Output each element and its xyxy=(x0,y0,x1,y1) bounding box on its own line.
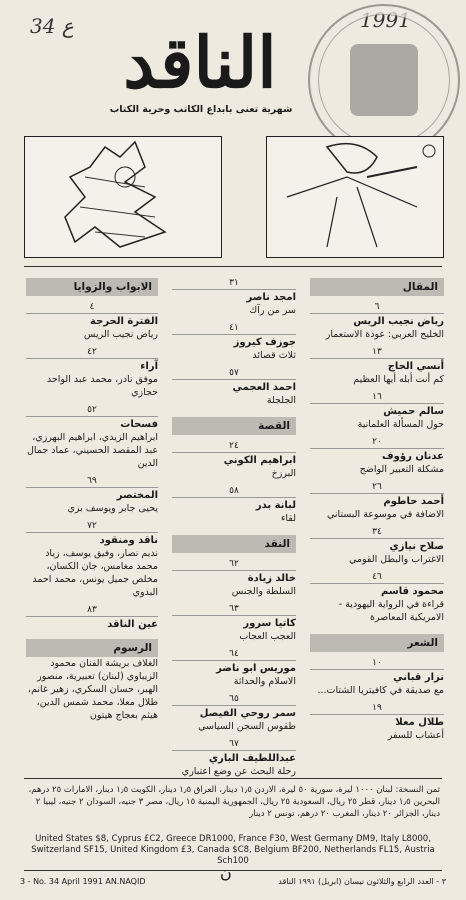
page-number: ٣٤ xyxy=(310,527,444,539)
illustrations-credits: الغلاف بريشة الفنان محمود الزيباوي (لبنان) تعبيرية، منصور الهبر، حسان السكري، زهير غانم، طلال معلا، محمد شمس الدين، هيثم بعجاج هيتون xyxy=(28,658,158,721)
contents-column-right xyxy=(310,272,444,742)
page-number: ٦٤ xyxy=(172,649,296,661)
entry-author: نزار قباني xyxy=(393,672,444,683)
entry-author: كاتيا سرور xyxy=(243,618,296,629)
entry-title: موفق نادر، محمد عبد الواحد حجازي xyxy=(46,374,158,398)
magazine-tagline: شهرية تعنى بابداع الكاتب وحرية الكتاب xyxy=(109,104,293,115)
entry-author: صلاح نيازي xyxy=(389,541,444,552)
entry-title: مع صديقة في كافيتريا الشتات... xyxy=(317,685,444,696)
section-head-criticism: النقد xyxy=(172,535,296,553)
entry-title: مشكلة التعبير الواضح xyxy=(359,464,444,475)
page-number: ٤٦ xyxy=(310,572,444,584)
entry-author: سمر روحي الفيصل xyxy=(199,708,296,719)
contents-entry xyxy=(26,347,158,399)
entry-title: الجلجلة xyxy=(266,395,296,406)
page-number: ٤١ xyxy=(172,323,296,335)
page-number: ٥٧ xyxy=(172,368,296,380)
entry-author: سالم حميش xyxy=(383,406,444,417)
entry-title: ثلاث قصائد xyxy=(252,350,296,361)
entry-title: رحلة البحث عن وضع اعتباري xyxy=(181,766,296,777)
footer-english: 3 - No. 34 April 1991 AN.NAQID xyxy=(20,877,146,886)
international-price-list: United States $8, Cyprus £C2, Greece DR1000, France F30, West Germany DM9, Italy L8000, Switzerland SF15, United Kingdom £3, Canada $C8, Belgium BF200, Netherlands FL15, Austria Sch100 xyxy=(31,834,435,866)
page-number: ٦٥ xyxy=(172,694,296,706)
page-number: ١٦ xyxy=(310,392,444,404)
entry-author: ناقد ومنقود xyxy=(99,535,158,546)
entry-author: احمد العجمي xyxy=(232,382,296,393)
page-number: ٥٢ xyxy=(26,405,158,417)
page-number: ٦٧ xyxy=(172,739,296,751)
entry-author: المختصر xyxy=(116,490,158,501)
page-number: ٣١ xyxy=(172,278,296,290)
entry-title: سر من رآك xyxy=(249,305,296,316)
divider-bottom xyxy=(24,778,442,779)
entry-author: أنسي الحاج xyxy=(387,361,444,372)
handwritten-year: 1991 xyxy=(360,8,411,32)
page-number: ٨٣ xyxy=(26,605,158,617)
page-number: ٢٦ xyxy=(310,482,444,494)
contents-entry xyxy=(310,527,444,566)
contents-entry xyxy=(172,486,296,525)
section-head-articles: المقال xyxy=(310,278,444,296)
contents-entry xyxy=(26,405,158,470)
entry-title: يحيى جابر ويوسف بزي xyxy=(67,503,158,514)
page-number: ٦٩ xyxy=(26,476,158,488)
contents-entry xyxy=(310,572,444,624)
contents-column-left xyxy=(26,272,158,722)
contents-entry xyxy=(172,649,296,688)
handwritten-issue-number: 34 ع xyxy=(30,14,74,38)
entry-title: رياض نجيب الريس xyxy=(83,329,158,340)
contents-entry xyxy=(310,437,444,476)
entry-author: ابراهيم الكوني xyxy=(223,455,296,466)
contents-entry xyxy=(310,482,444,521)
footer-arabic: ٣ - العدد الرابع والثلاثون نيسان (ابريل) ١٩٩١ الناقد xyxy=(278,877,446,886)
page-number: ١٩ xyxy=(310,703,444,715)
entry-title: السلطة والجنس xyxy=(231,586,296,597)
page-number: ٢٤ xyxy=(172,441,296,453)
contents-entry xyxy=(172,441,296,480)
entry-author: عبداللطيف الباري xyxy=(208,753,296,764)
entry-title: كم أنت أبله أيها العظيم xyxy=(353,374,444,385)
entry-author: أحمد حاطوم xyxy=(383,496,444,507)
entry-title: الخليج العربي: عودة الاستعمار xyxy=(325,329,444,340)
entry-title: ابراهيم الزيدي، ابراهيم البهرزي، عبد المقصد الحسيني، عماد جمال الدين xyxy=(27,432,158,469)
page-number: ٧٢ xyxy=(26,521,158,533)
contents-entry xyxy=(310,703,444,742)
contents-entry xyxy=(172,739,296,778)
contents-entry xyxy=(26,476,158,515)
contents-entry xyxy=(310,302,444,341)
entry-author: عدنان رؤوف xyxy=(382,451,444,462)
contents-entry xyxy=(310,347,444,386)
contents-entry xyxy=(26,605,158,631)
cover-illustration-left xyxy=(24,136,222,258)
contents-entry xyxy=(172,604,296,643)
page-number: ٥٨ xyxy=(172,486,296,498)
contents-column-middle xyxy=(172,272,296,778)
entry-author: خالد زيادة xyxy=(247,573,296,584)
entry-author: جوزف كيروز xyxy=(233,337,296,348)
entry-title: الاغتراب والبطل القومي xyxy=(349,554,444,565)
entry-title: حول المسألة العلمانية xyxy=(357,419,444,430)
section-head-poetry: الشعر xyxy=(310,634,444,652)
page-number: ١٠ xyxy=(310,658,444,670)
contents-entry xyxy=(310,658,444,697)
cover-illustration-right xyxy=(266,136,444,258)
entry-author: الفترة الحرجة xyxy=(90,316,158,327)
entry-title: طقوس السجن السياسي xyxy=(198,721,296,732)
library-stamp xyxy=(308,4,460,156)
entry-title: الاسلام والحداثة xyxy=(233,676,296,687)
contents-entry xyxy=(172,368,296,407)
contents-entry xyxy=(26,302,158,341)
divider-footer xyxy=(24,870,442,871)
page-number: ٦ xyxy=(310,302,444,314)
section-head-story: القصة xyxy=(172,417,296,435)
entry-author: محمود قاسم xyxy=(381,586,444,597)
entry-author: آراء xyxy=(140,361,158,372)
contents-entry xyxy=(26,521,158,599)
entry-title: العجب العجاب xyxy=(239,631,296,642)
contents-entry xyxy=(310,392,444,431)
page-number: ٦٣ xyxy=(172,604,296,616)
entry-title: البرزخ xyxy=(271,468,296,479)
entry-title: أعشاب للسفر xyxy=(387,730,444,741)
entry-author: امجد ناصر xyxy=(246,292,296,303)
page-number: ١٣ xyxy=(310,347,444,359)
entry-author: عين الناقد xyxy=(107,619,158,630)
entry-title: لقاء xyxy=(280,513,296,524)
contents-entry xyxy=(172,278,296,317)
contents-entry xyxy=(172,323,296,362)
contents-entry xyxy=(172,559,296,598)
divider-top xyxy=(24,266,442,267)
contents-entry xyxy=(172,694,296,733)
entry-title: الاضافة في موسوعة البستاني xyxy=(327,509,444,520)
entry-title: نديم نصار، وفيق يوسف، زياد محمد مغامس، جان الكسان، مخلص جميل يونس، محمد احمد البدوي xyxy=(32,548,158,598)
arabic-price-list: ثمن النسخة: لبنان ١٠٠٠ ليرة، سورية ٥٠ ليرة، الاردن ١٫٥ دينار، العراق ١٫٥ دينار، الكويت ١٫٥ دينار، الامارات ٢٥ درهم، البحرين ١٫٥ دينار، قطر ٢٥ ريال، السعودية ٢٥ ريال، الجمهورية اليمنية ١٥ ريال، مصر ٣ جنيه، السودان ٢ جنيه، ليبيا ٢ دينار، الجزائر ٢٠ دينار، المغرب ٢٠ درهم، تونس ٢ دينار xyxy=(28,785,440,819)
entry-author: موريس ابو ناضر xyxy=(216,663,296,674)
entry-author: فسحات xyxy=(120,419,158,430)
section-head-departments: الابواب والزوايا xyxy=(26,278,158,296)
entry-title: قراءة في الرواية اليهودية - الامريكية المعاصرة xyxy=(338,599,444,623)
page-number: ٤٢ xyxy=(26,347,158,359)
entry-author: رياض نجيب الريس xyxy=(353,316,444,327)
entry-author: لبانة بدر xyxy=(255,500,296,511)
section-head-illustrations: الرسوم xyxy=(26,639,158,657)
magazine-logo: الناقد xyxy=(123,21,277,104)
entry-author: طلال معلا xyxy=(395,717,444,728)
page-number: ٤ xyxy=(26,302,158,314)
page-number: ٢٠ xyxy=(310,437,444,449)
page-number: ٦٢ xyxy=(172,559,296,571)
footer-ornament: ن xyxy=(220,863,232,882)
